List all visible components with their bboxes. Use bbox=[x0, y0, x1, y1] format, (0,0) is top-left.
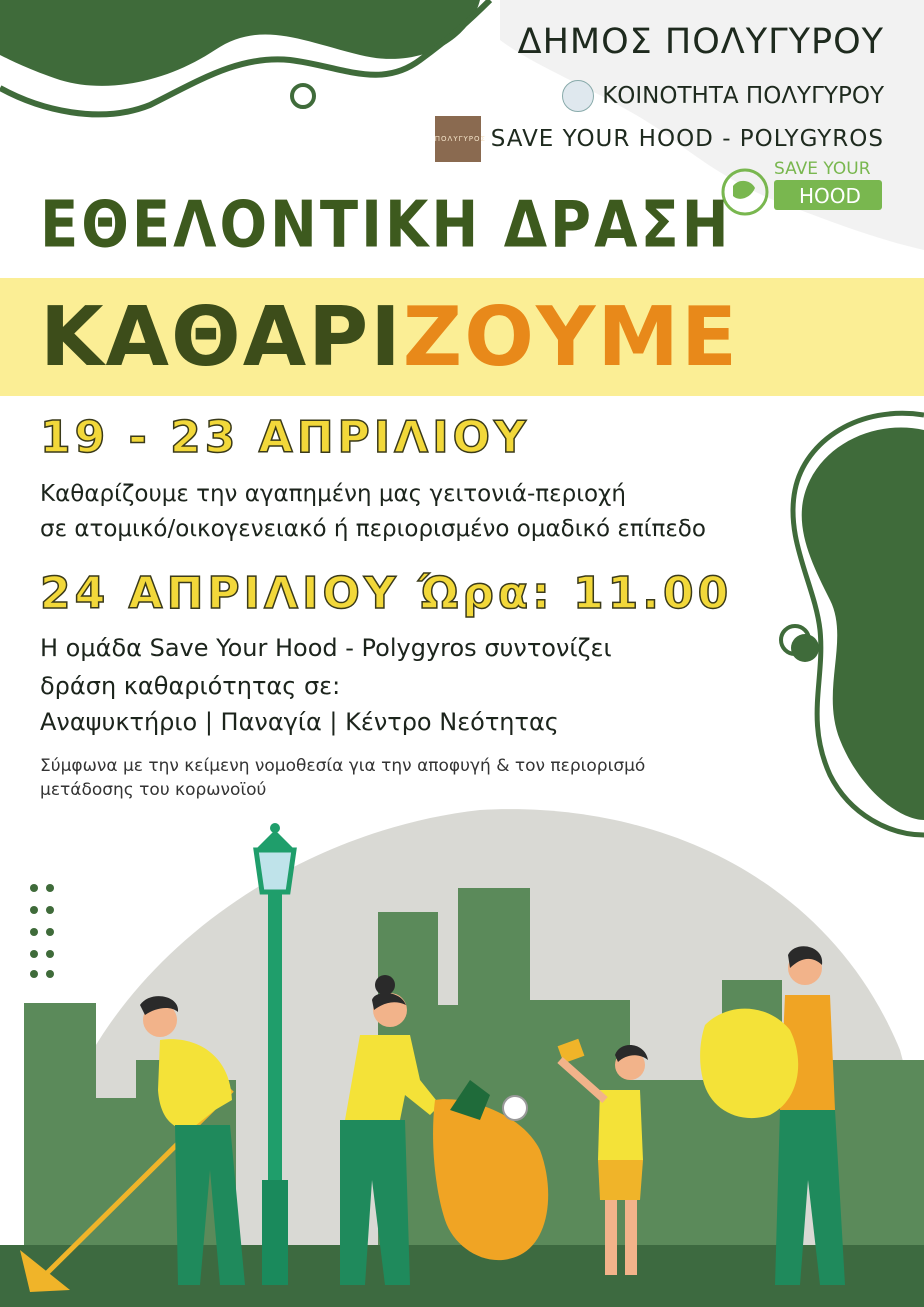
banner-title-part2: ΖΟΥΜΕ bbox=[402, 290, 739, 385]
section2-line2: δράση καθαριότητας σε: bbox=[40, 672, 341, 700]
community-logo-icon bbox=[562, 80, 594, 112]
save-your-hood-logo bbox=[719, 152, 884, 222]
date-range: 19 - 23 ΑΠΡΙΛΙΟΥ bbox=[40, 412, 530, 463]
logo-hood: HOOD bbox=[799, 184, 861, 208]
section2-line1: Η ομάδα Save Your Hood - Polygyros συντονίζει bbox=[40, 634, 612, 662]
section1-line2: σε ατομικό/οικογενειακό ή περιορισμένο ομαδικό επίπεδο bbox=[40, 516, 706, 542]
banner-title-part1: ΚΑΘΑΡΙ bbox=[40, 290, 403, 385]
event-date-time: 24 ΑΠΡΙΛΙΟΥ Ώρα: 11.00 bbox=[40, 568, 733, 619]
municipality-title: ΔΗΜΟΣ ΠΟΛΥΓΥΡΟΥ bbox=[517, 22, 884, 62]
small-ring-top bbox=[292, 85, 314, 107]
logo-save-your: SAVE YOUR bbox=[774, 159, 871, 179]
note-line2: μετάδοσης του κορωνοϊού bbox=[40, 780, 267, 800]
community-name: ΚΟΙΝΟΤΗΤΑ ΠΟΛΥΓΥΡΟΥ bbox=[602, 83, 884, 109]
note-line1: Σύμφωνα με την κείμενη νομοθεσία για την αποφυγή & τον περιορισμό bbox=[40, 756, 646, 776]
section1-line1: Καθαρίζουμε την αγαπημένη μας γειτονιά-περιοχή bbox=[40, 481, 626, 507]
top-left-blob bbox=[0, 0, 480, 86]
locations-list: Αναψυκτήριο | Παναγία | Κέντρο Νεότητας bbox=[40, 708, 559, 736]
group-logo-icon: ΠΟΛΥΓΥΡΟΣ bbox=[435, 116, 481, 162]
event-headline: ΕΘΕΛΟΝΤΙΚΗ ΔΡΑΣΗ bbox=[40, 188, 732, 263]
community-line bbox=[562, 80, 884, 112]
dot-grid bbox=[30, 884, 54, 978]
group-name: SAVE YOUR HOOD - POLYGYROS bbox=[490, 126, 884, 152]
dot-right bbox=[791, 634, 819, 662]
banner-title bbox=[40, 290, 739, 385]
